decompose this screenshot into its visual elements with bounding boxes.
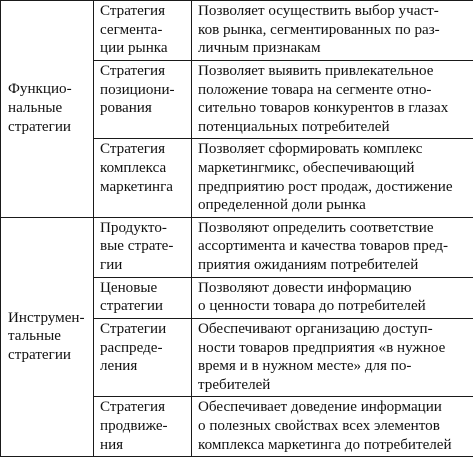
strategy-name-cell [94, 397, 192, 457]
strategy-description-cell [192, 61, 473, 139]
strategy-description: Позволяют определить соответствие ассортимента и качества товаров пред- приятия ожиданиям потребителей [198, 219, 468, 275]
strategy-description: Обеспечивает доведение информации о полезных свойствах всех элементов комплекса маркетинга до потребителей [198, 398, 468, 454]
strategy-name-cell [94, 1, 192, 61]
strategy-description: Позволяет осуществить выбор участ- ков рынка, сегментированных по раз- личным признакам [198, 2, 468, 58]
strategy-description: Обеспечивают организацию доступ- ности товаров предприятия «в нужное время и в нужном месте» для по- требителей [198, 320, 468, 394]
strategy-description-cell [192, 277, 473, 318]
strategy-name: Стратегия позициони- рования [100, 62, 186, 118]
group-label-text: Инструмен- тальные стратегии [8, 309, 88, 365]
strategy-name: Стратегии распреде- ления [100, 320, 186, 376]
strategy-description: Позволяет сформировать комплекс маркетингмикс, обеспечивающий предприятию рост продаж, достижение определенной доли рынка [198, 140, 468, 214]
strategy-name-cell [94, 277, 192, 318]
group-label-functional [1, 1, 94, 218]
strategy-name-cell [94, 139, 192, 217]
table-row [1, 217, 473, 277]
strategy-name: Продукто- вые страте- гии [100, 219, 186, 275]
strategy-description: Позволяет выявить привлекательное положение товара на сегменте отно- сительно товаров конкурентов в глазах потенциальных потребителей [198, 62, 468, 136]
strategy-description-cell [192, 139, 473, 217]
strategy-description-cell [192, 1, 473, 61]
table-row [1, 1, 473, 61]
group-label-text: Функцио- нальные стратегии [8, 80, 88, 136]
strategy-name: Ценовые стратегии [100, 279, 186, 316]
strategy-description: Позволяют довести информацию о ценности товара до потребителей [198, 279, 468, 316]
strategy-name: Стратегия комплекса маркетинга [100, 140, 186, 196]
strategy-name: Стратегия продвиже- ния [100, 398, 186, 454]
strategy-name-cell [94, 61, 192, 139]
strategy-description-cell [192, 318, 473, 396]
strategy-name-cell [94, 217, 192, 277]
group-label-instrumental [1, 217, 94, 456]
strategy-description-cell [192, 397, 473, 457]
strategy-name: Стратегия сегмента- ции рынка [100, 2, 186, 58]
strategy-name-cell [94, 318, 192, 396]
strategy-description-cell [192, 217, 473, 277]
